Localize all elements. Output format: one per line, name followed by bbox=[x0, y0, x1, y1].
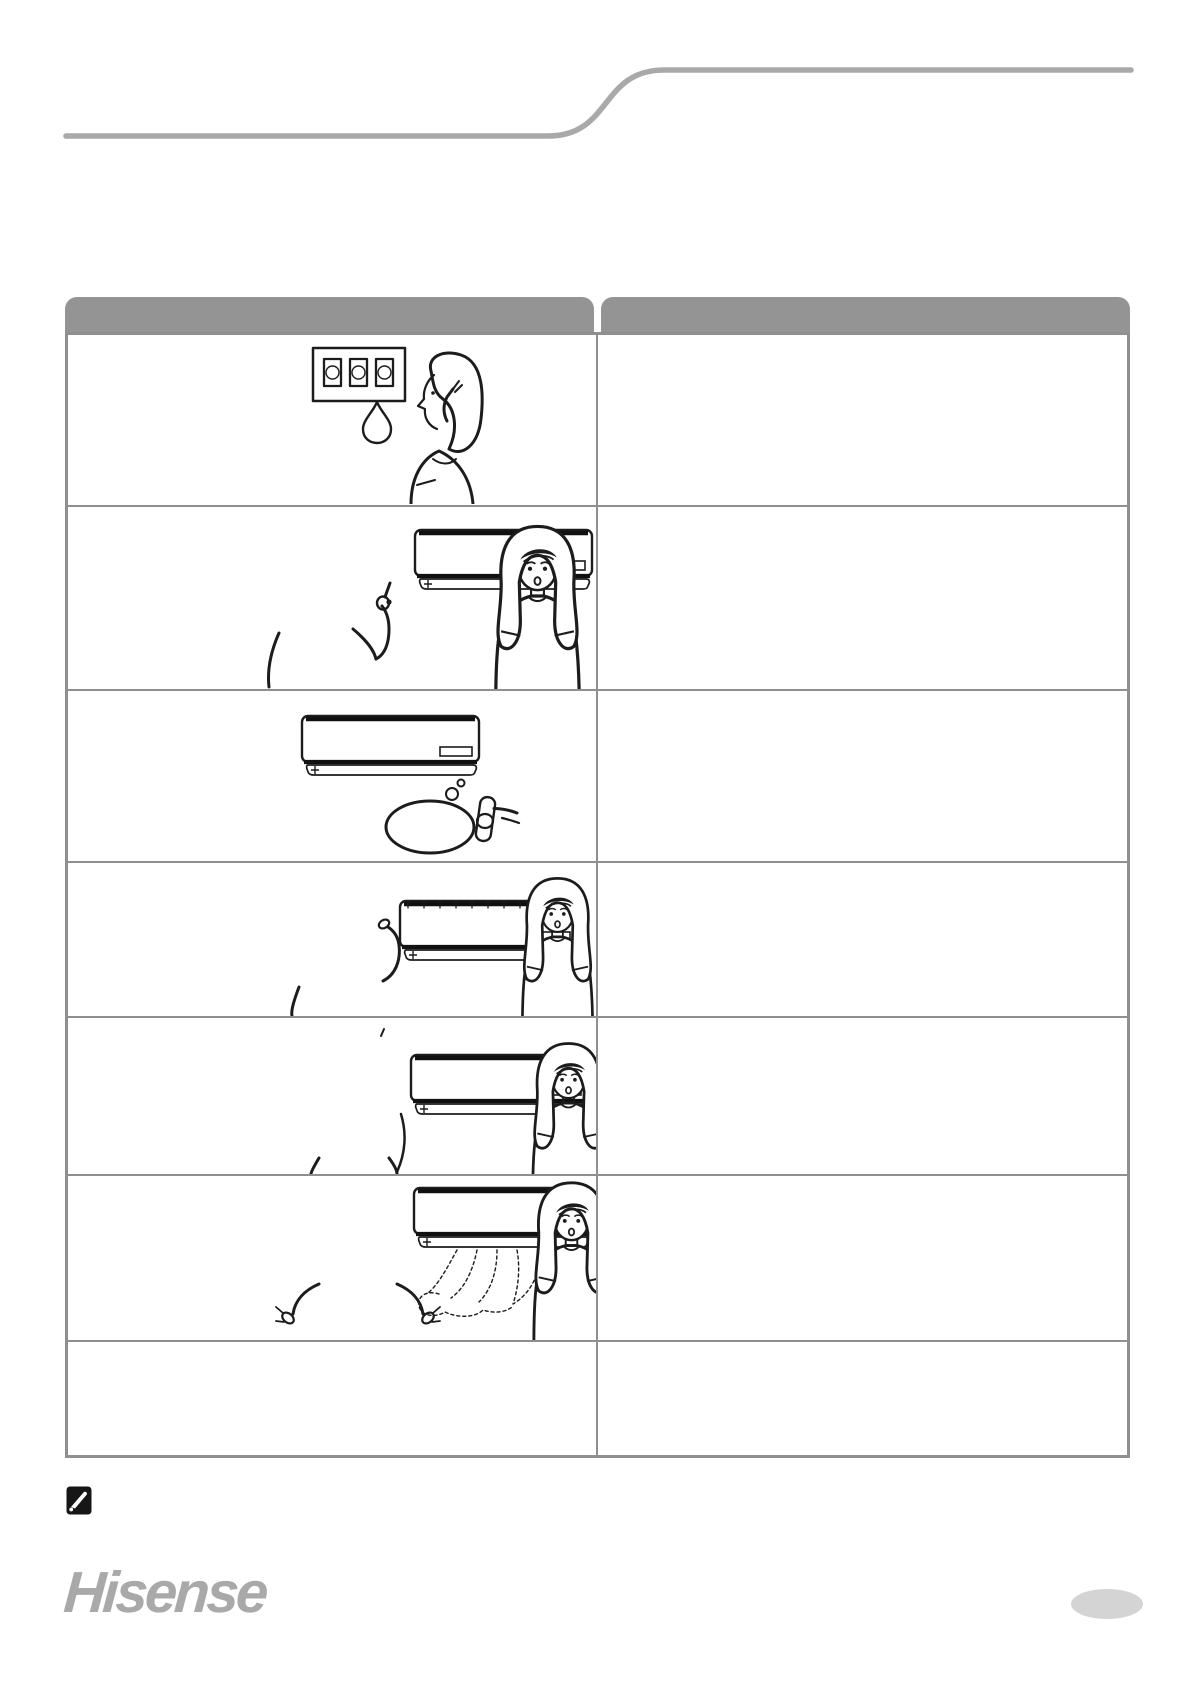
table-row-2-illustration-cell bbox=[68, 507, 598, 691]
table-row-4-text-cell bbox=[598, 863, 1127, 1018]
table-row-6-illustration-cell bbox=[68, 1176, 598, 1342]
table-header-left bbox=[65, 297, 594, 332]
table-row-3-text-cell bbox=[598, 691, 1127, 863]
troubleshooting-table bbox=[65, 332, 1130, 1458]
hisense-logo: Hisense bbox=[61, 1560, 268, 1625]
page-number-pill bbox=[1071, 1589, 1143, 1619]
pencil-note-icon bbox=[66, 1486, 92, 1515]
table-row-2-text-cell bbox=[598, 507, 1127, 691]
table-row-3-illustration-cell bbox=[68, 691, 598, 863]
table-row-1-illustration-cell bbox=[68, 335, 598, 507]
table-row-7-illustration-cell bbox=[68, 1342, 598, 1455]
decorative-top-rule bbox=[0, 0, 1191, 170]
table-row-4-illustration-cell bbox=[68, 863, 598, 1018]
table-header-right bbox=[601, 297, 1130, 332]
table-row-6-text-cell bbox=[598, 1176, 1127, 1342]
table-row-1-text-cell bbox=[598, 335, 1127, 507]
table-row-5-text-cell bbox=[598, 1018, 1127, 1176]
table-row-7-text-cell bbox=[598, 1342, 1127, 1455]
table-row-5-illustration-cell bbox=[68, 1018, 598, 1176]
